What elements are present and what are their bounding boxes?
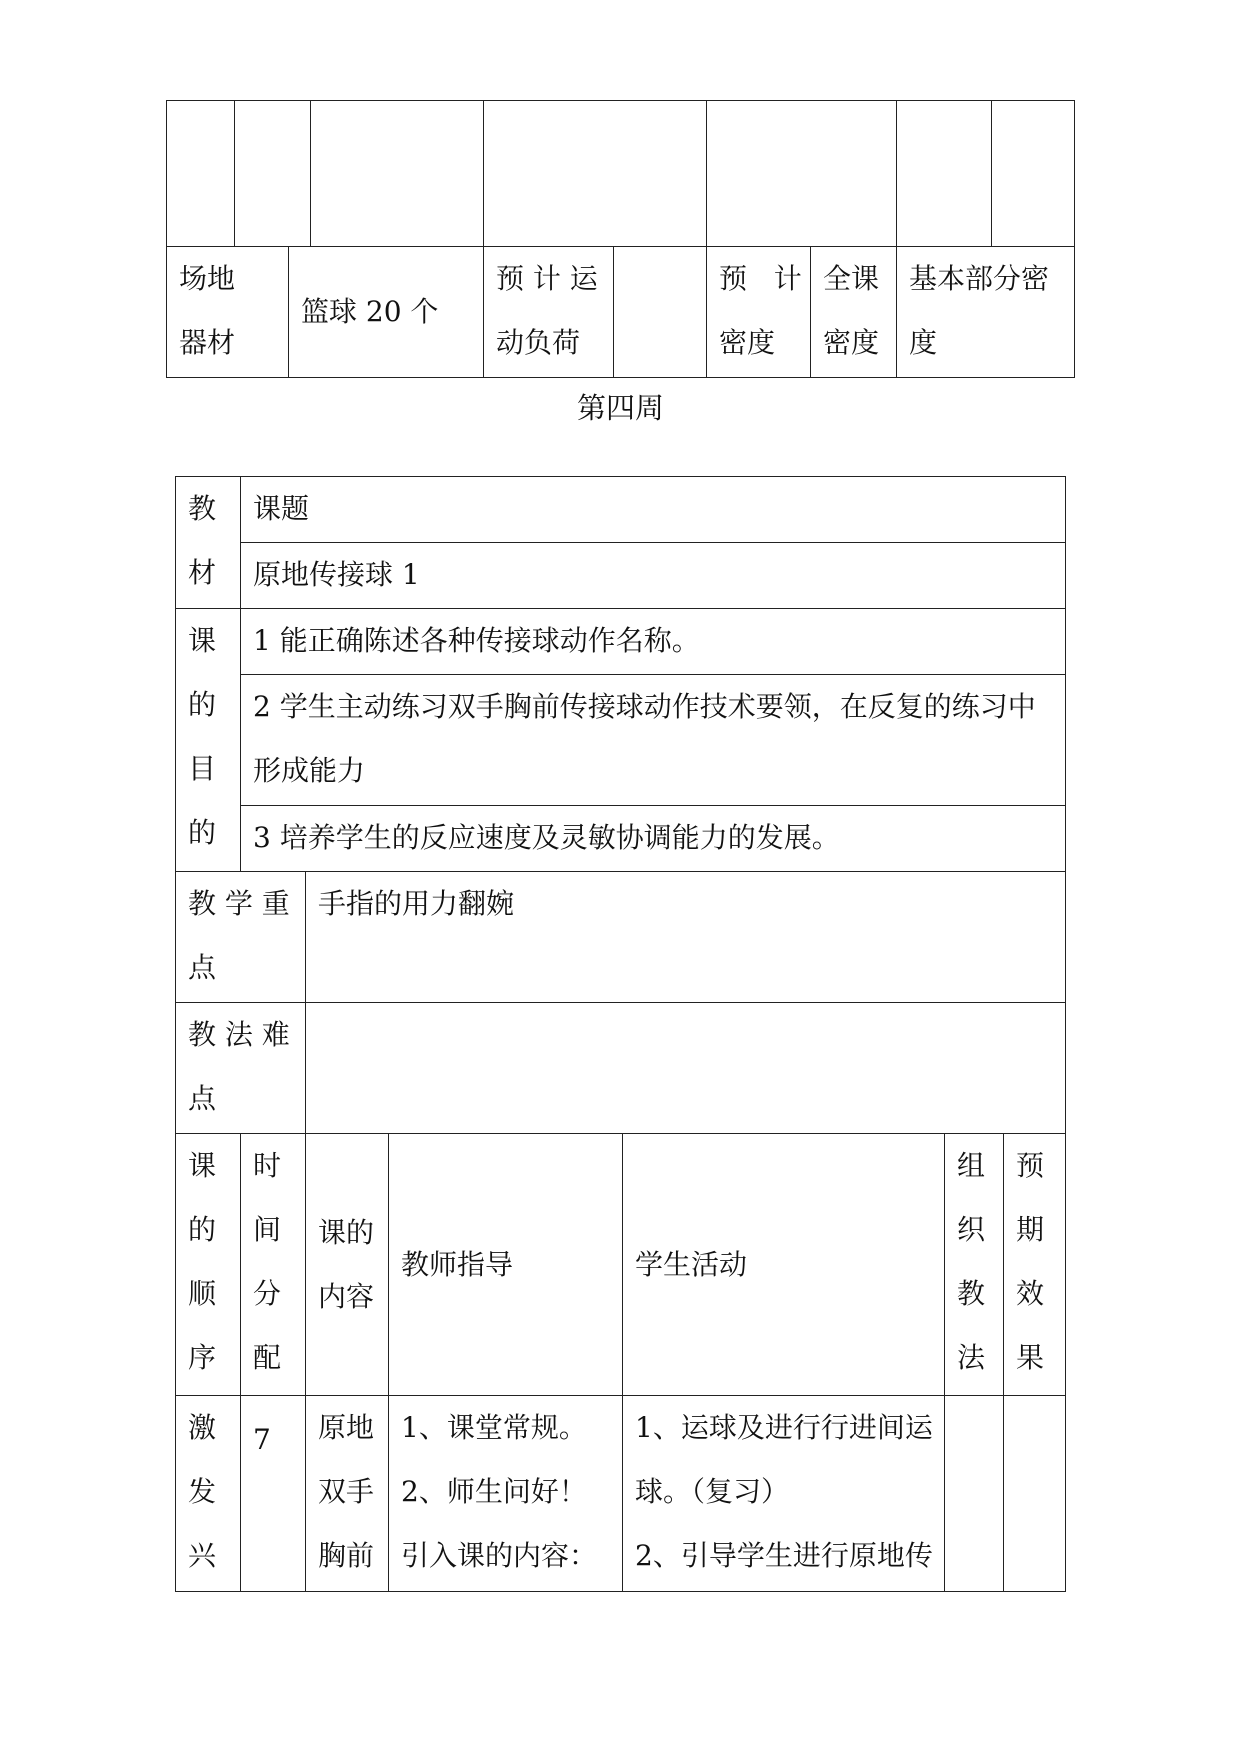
- density-label-line1: 预 计: [719, 262, 802, 295]
- blank-cell: [311, 101, 484, 247]
- blank-cell: [992, 101, 1075, 247]
- row-time-cell: [241, 1396, 306, 1592]
- density-label-line2: 密度: [719, 326, 776, 359]
- header-time-char: 间: [253, 1213, 282, 1246]
- header-effect-char: 期: [1016, 1213, 1045, 1246]
- goal-2-line2: 形成能力: [253, 754, 366, 787]
- basic-density-line1: 基本部分密: [909, 262, 1050, 295]
- goal-row-3: [176, 806, 1066, 872]
- material-char: 教: [188, 492, 217, 525]
- header-time-char: 配: [253, 1341, 282, 1374]
- topic-label-row: [176, 477, 1066, 543]
- goal-1: 1 能正确陈述各种传接球动作名称。: [253, 624, 700, 657]
- header-teacher: 教师指导: [401, 1247, 514, 1281]
- blank-cell: [484, 101, 707, 247]
- header-row: [176, 1134, 1066, 1396]
- goal-row-2: [176, 675, 1066, 806]
- key-point-value-cell: [306, 872, 1066, 1003]
- equipment-value: 篮球 20 个: [301, 295, 439, 328]
- header-content-line2: 内容: [318, 1279, 375, 1313]
- row-teacher-cell: [389, 1396, 623, 1592]
- difficulty-row: [176, 1003, 1066, 1134]
- goal-char: 的: [188, 816, 217, 849]
- blank-cell: [897, 101, 992, 247]
- row-order-char: 发: [188, 1475, 217, 1508]
- difficulty-label-cell: [176, 1003, 306, 1134]
- header-order-char: 的: [188, 1213, 217, 1246]
- density-label-cell: [707, 247, 811, 378]
- week-title: 第四周: [576, 391, 664, 425]
- equipment-value-cell: [289, 247, 484, 378]
- key-point-label-line1: 教 学 重: [188, 887, 290, 920]
- goal-2-line1: 2 学生主动练习双手胸前传接球动作技术要领，在反复的练习中: [253, 690, 1036, 723]
- header-student-cell: [623, 1134, 945, 1396]
- row-order-char: 兴: [188, 1539, 217, 1572]
- key-point-label-cell: [176, 872, 306, 1003]
- full-density-cell: [811, 247, 897, 378]
- row-teacher-line: 引入课的内容：: [401, 1539, 598, 1572]
- equipment-row: [167, 247, 1075, 378]
- row-student-line: 球。（复习）: [635, 1475, 790, 1508]
- blank-cell: [235, 101, 311, 247]
- row-time: 7: [253, 1423, 271, 1456]
- goal-3: 3 培养学生的反应速度及灵敏协调能力的发展。: [253, 821, 840, 854]
- row-org-cell: [945, 1396, 1004, 1592]
- basic-density-line2: 度: [909, 326, 938, 359]
- header-effect-char: 果: [1016, 1341, 1045, 1374]
- row-content-line: 胸前: [318, 1539, 375, 1572]
- row-order-cell: [176, 1396, 241, 1592]
- header-org-char: 织: [957, 1213, 986, 1246]
- load-label-cell: [484, 247, 614, 378]
- header-order-char: 课: [188, 1149, 217, 1182]
- blank-row: [167, 101, 1075, 247]
- row-teacher-line: 2、师生问好！: [401, 1475, 587, 1508]
- goal-3-cell: [241, 806, 1066, 872]
- goal-char: 课: [188, 624, 217, 657]
- row-teacher-line: 1、课堂常规。: [401, 1411, 587, 1444]
- material-label-cell: [176, 477, 241, 609]
- difficulty-label-line1: 教 法 难: [188, 1018, 290, 1051]
- header-org-cell: [945, 1134, 1004, 1396]
- row-student-line: 1、运球及进行行进间运: [635, 1411, 933, 1444]
- header-org-char: 教: [957, 1277, 986, 1310]
- difficulty-label-line2: 点: [188, 1082, 217, 1115]
- header-effect-char: 效: [1016, 1277, 1045, 1310]
- key-point-row: [176, 872, 1066, 1003]
- topic-value-row: [176, 543, 1066, 609]
- material-char: 材: [188, 556, 217, 589]
- topic-label: 课题: [253, 492, 310, 525]
- top-table: [166, 100, 1075, 378]
- table-row: [176, 1396, 1066, 1592]
- row-order-char: 激: [188, 1411, 217, 1444]
- row-content-line: 双手: [318, 1475, 375, 1508]
- header-content-cell: [306, 1134, 389, 1396]
- row-effect-cell: [1004, 1396, 1066, 1592]
- lesson-plan-table: [175, 476, 1066, 1592]
- header-order-char: 顺: [188, 1277, 217, 1310]
- difficulty-value-cell: [306, 1003, 1066, 1134]
- header-effect-cell: [1004, 1134, 1066, 1396]
- row-student-line: 2、引导学生进行原地传: [635, 1539, 933, 1572]
- header-order-cell: [176, 1134, 241, 1396]
- blank-cell: [167, 101, 235, 247]
- row-student-cell: [623, 1396, 945, 1592]
- header-org-char: 组: [957, 1149, 986, 1182]
- full-density-line2: 密度: [823, 326, 880, 359]
- header-content-line1: 课的: [318, 1215, 375, 1249]
- blank-cell: [707, 101, 897, 247]
- venue-label-line1: 场地: [179, 262, 236, 295]
- header-org-char: 法: [957, 1341, 986, 1374]
- venue-label-cell: [167, 247, 289, 378]
- load-label-line1: 预 计 运: [496, 262, 598, 295]
- header-student: 学生活动: [635, 1247, 748, 1281]
- key-point-value: 手指的用力翻婉: [318, 887, 515, 920]
- load-value-cell: [614, 247, 707, 378]
- header-teacher-cell: [389, 1134, 623, 1396]
- topic-label-cell: [241, 477, 1066, 543]
- goal-char: 目: [188, 752, 217, 785]
- goal-char: 的: [188, 688, 217, 721]
- header-order-char: 序: [188, 1341, 217, 1374]
- goal-label-cell: [176, 609, 241, 872]
- basic-density-cell: [897, 247, 1075, 378]
- header-time-char: 分: [253, 1277, 282, 1310]
- full-density-line1: 全课: [823, 262, 880, 295]
- header-time-cell: [241, 1134, 306, 1396]
- header-effect-char: 预: [1016, 1149, 1045, 1182]
- topic-value: 原地传接球 1: [253, 558, 420, 591]
- load-label-line2: 动负荷: [496, 326, 581, 359]
- row-content-line: 原地: [318, 1411, 375, 1444]
- goal-row-1: [176, 609, 1066, 675]
- topic-value-cell: [241, 543, 1066, 609]
- goal-1-cell: [241, 609, 1066, 675]
- key-point-label-line2: 点: [188, 951, 217, 984]
- venue-label-line2: 器材: [179, 326, 236, 359]
- header-time-char: 时: [253, 1149, 282, 1182]
- row-content-cell: [306, 1396, 389, 1592]
- goal-2-cell: [241, 675, 1066, 806]
